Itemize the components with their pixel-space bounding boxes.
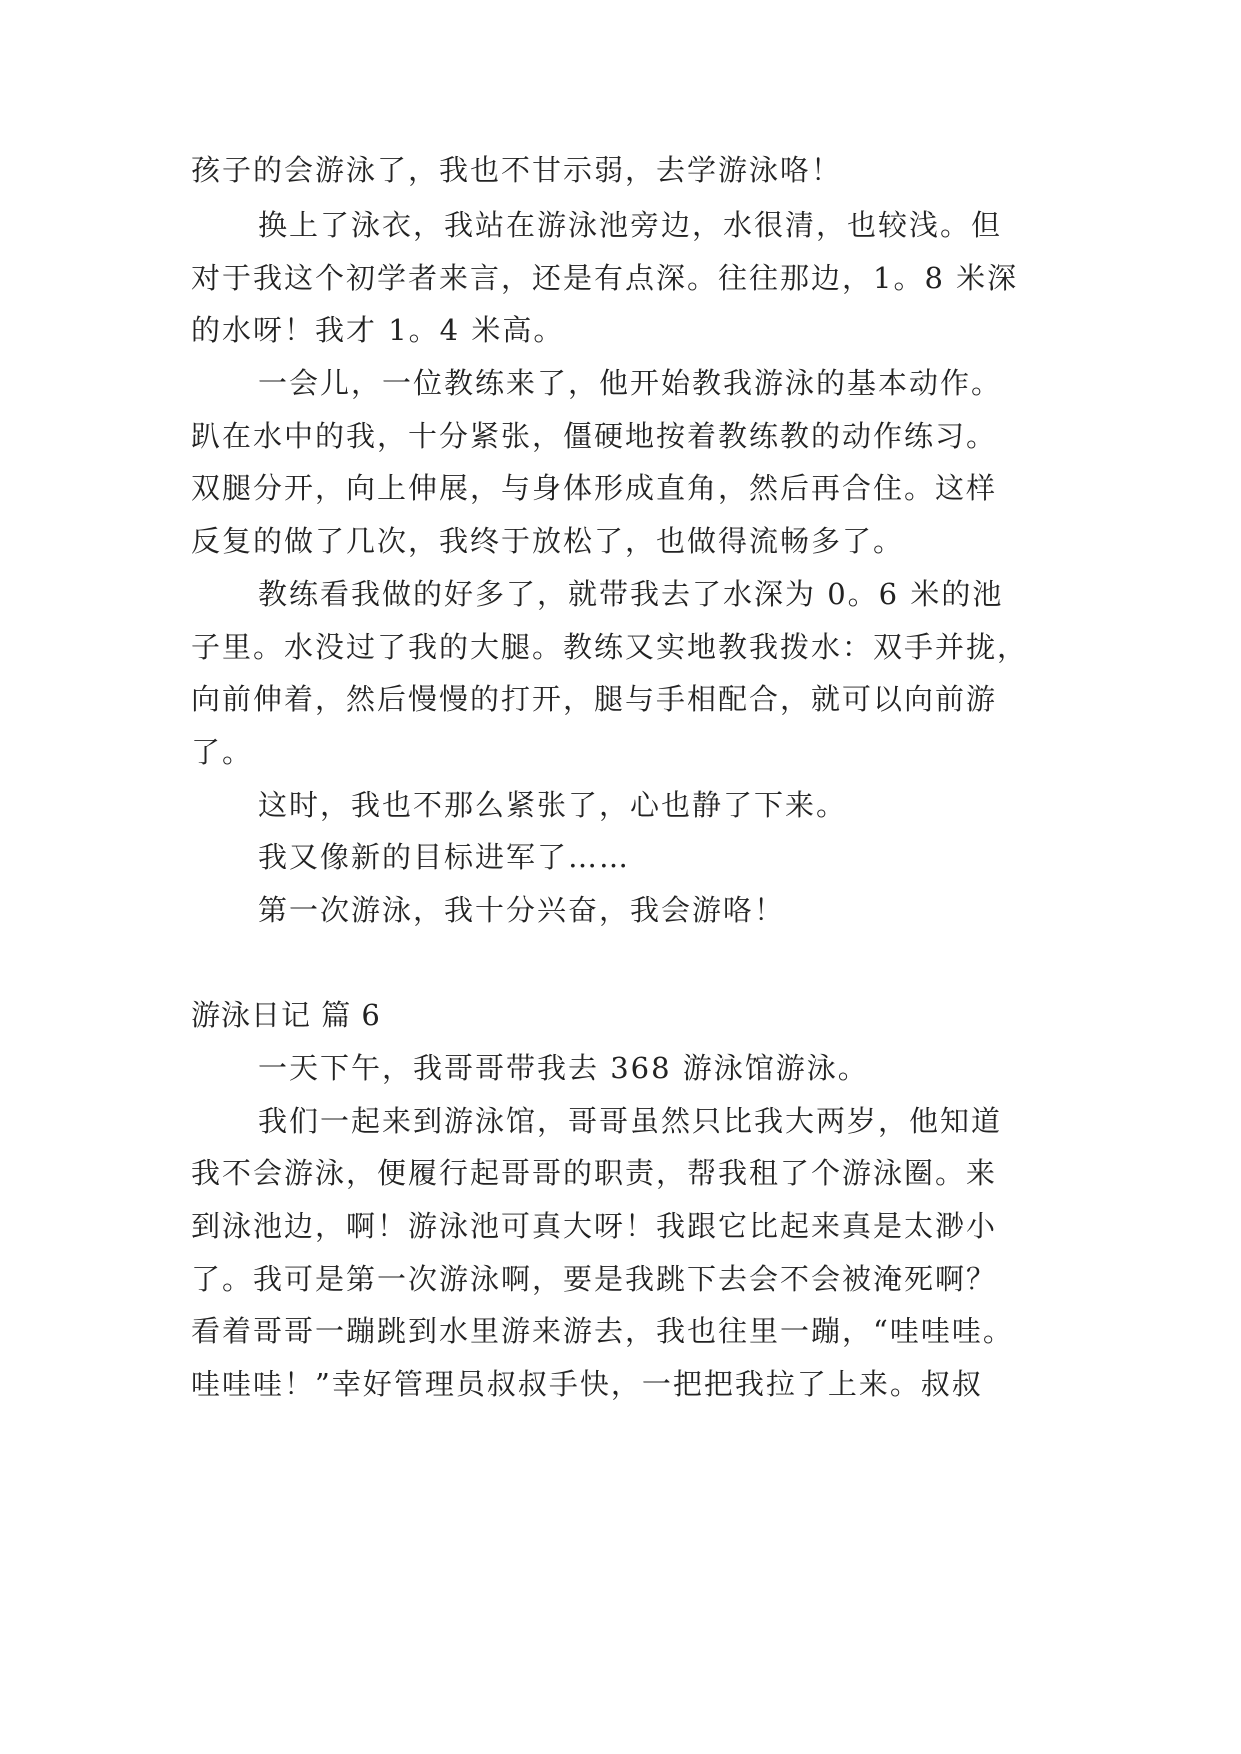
paragraph-line: 哇哇哇！”幸好管理员叔叔手快，一把把我拉了上来。叔叔: [191, 1367, 983, 1401]
section-title: 游泳日记 篇 6: [191, 998, 381, 1032]
paragraph-line: 我不会游泳，便履行起哥哥的职责，帮我租了个游泳圈。来: [191, 1156, 998, 1190]
paragraph-line: 对于我这个初学者来言，还是有点深。往往那边，1。8 米深: [191, 261, 1019, 295]
paragraph-line: 换上了泳衣，我站在游泳池旁边，水很清，也较浅。但: [258, 208, 1003, 242]
paragraph-line: 子里。水没过了我的大腿。教练又实地教我拨水：双手并拢，: [191, 630, 1029, 664]
paragraph-line: 看着哥哥一蹦跳到水里游来游去，我也往里一蹦，“哇哇哇。: [191, 1314, 1014, 1348]
paragraph-line: 我们一起来到游泳馆，哥哥虽然只比我大两岁，他知道: [258, 1104, 1003, 1138]
paragraph-line: 了。: [191, 735, 254, 769]
paragraph-line: 双腿分开，向上伸展，与身体形成直角，然后再合住。这样: [191, 471, 998, 505]
paragraph-line: 这时，我也不那么紧张了，心也静了下来。: [258, 788, 848, 822]
paragraph-line: 了。我可是第一次游泳啊，要是我跳下去会不会被淹死啊？: [191, 1262, 998, 1296]
paragraph-line: 我又像新的目标进军了……: [258, 840, 631, 874]
paragraph-line: 一会儿，一位教练来了，他开始教我游泳的基本动作。: [258, 366, 1003, 400]
paragraph-line: 的水呀！我才 1。4 米高。: [191, 313, 565, 347]
paragraph-line: 第一次游泳，我十分兴奋，我会游咯！: [258, 893, 786, 927]
paragraph-line: 趴在水中的我，十分紧张，僵硬地按着教练教的动作练习。: [191, 419, 998, 453]
paragraph-line: 一天下午，我哥哥带我去 368 游泳馆游泳。: [258, 1051, 869, 1085]
paragraph-line: 到泳池边，啊！游泳池可真大呀！我跟它比起来真是太渺小: [191, 1209, 998, 1243]
paragraph-line: 反复的做了几次，我终于放松了，也做得流畅多了。: [191, 524, 905, 558]
paragraph-line: 教练看我做的好多了，就带我去了水深为 0。6 米的池: [258, 577, 1004, 611]
paragraph-line: 孩子的会游泳了，我也不甘示弱，去学游泳咯！: [191, 153, 843, 187]
paragraph-line: 向前伸着，然后慢慢的打开，腿与手相配合，就可以向前游: [191, 682, 998, 716]
